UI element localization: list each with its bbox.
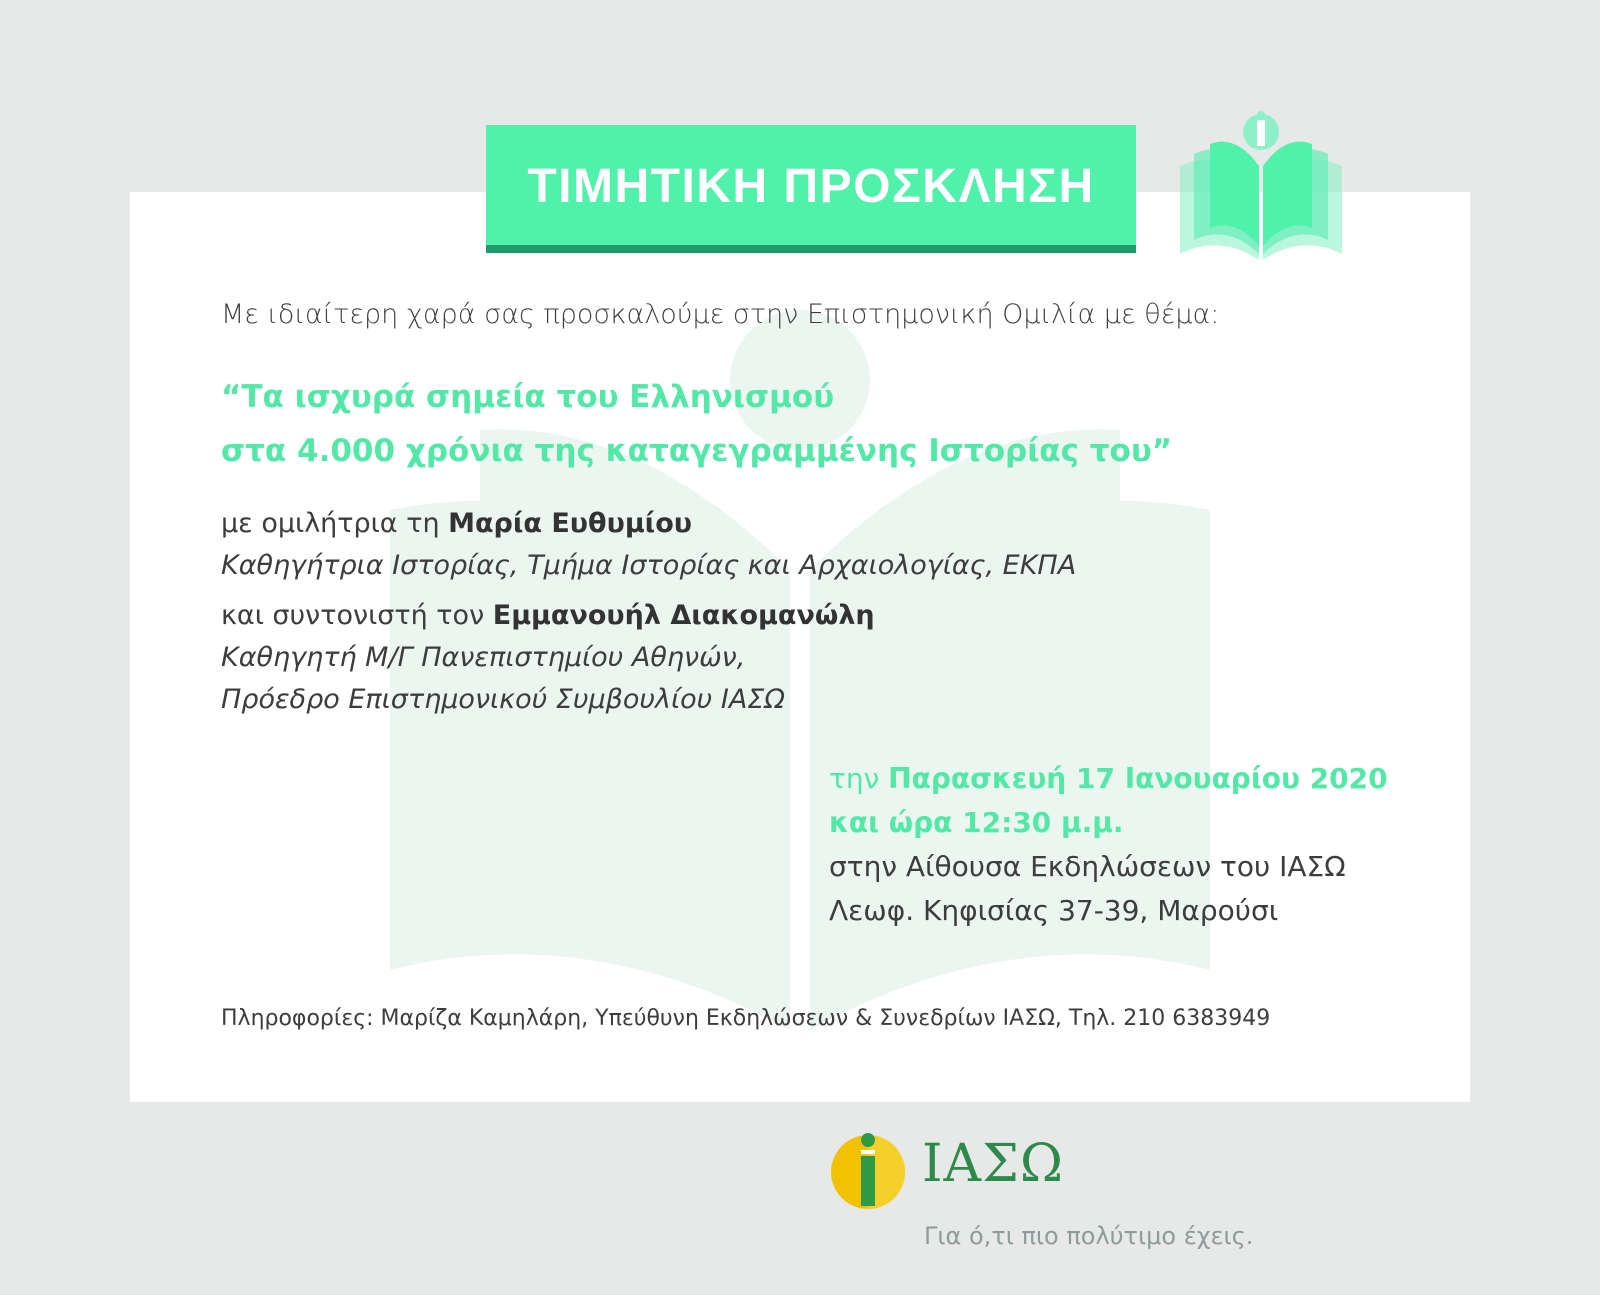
topic-line-1: “Τα ισχυρά σημεία του Ελληνισμού (221, 379, 835, 415)
speakers-section (221, 503, 1076, 721)
event-details (829, 757, 1388, 933)
event-time: και ώρα 12:30 μ.μ. (829, 806, 1124, 839)
topic-line-2: στα 4.000 χρόνια της καταγεγραμμένης Ιστορίας του” (221, 433, 1173, 469)
title-banner (486, 125, 1136, 253)
open-book-icon (1180, 108, 1342, 260)
event-date-prefix: την (829, 762, 889, 795)
moderator-role-1: Καθηγητή Μ/Γ Πανεπιστημίου Αθηνών, (221, 642, 746, 673)
event-venue: στην Αίθουσα Εκδηλώσεων του ΙΑΣΩ (829, 850, 1346, 883)
event-date: Παρασκευή 17 Ιανουαρίου 2020 (888, 762, 1388, 795)
speaker-prefix: με ομιλήτρια τη (221, 508, 449, 539)
iaso-logo-icon (828, 1126, 908, 1210)
lecture-topic (221, 370, 1172, 478)
intro-text: Με ιδιαίτερη χαρά σας προσκαλούμε στην Επιστημονική Ομιλία με θέμα: (221, 299, 1220, 330)
speaker-name: Μαρία Ευθυμίου (448, 508, 692, 539)
moderator-prefix: και συντονιστή τον (221, 600, 493, 631)
brand-slogan: Για ό,τι πιο πολύτιμο έχεις. (924, 1222, 1254, 1250)
contact-info: Πληροφορίες: Μαρίζα Καμηλάρη, Υπεύθυνη Εκδηλώσεων & Συνεδρίων ΙΑΣΩ, Τηλ. 210 6383949 (221, 1006, 1271, 1031)
event-date-line (829, 757, 1388, 801)
moderator-role-2: Πρόεδρο Επιστημονικού Συμβουλίου ΙΑΣΩ (221, 684, 785, 715)
invitation-title: ΤΙΜΗΤΙΚΗ ΠΡΟΣΚΛΗΣΗ (527, 159, 1095, 213)
event-address: Λεωφ. Κηφισίας 37-39, Μαρούσι (829, 894, 1279, 927)
speaker-role: Καθηγήτρια Ιστορίας, Τμήμα Ιστορίας και Αρχαιολογίας, ΕΚΠΑ (221, 550, 1077, 581)
brand-name: ΙΑΣΩ (922, 1134, 1064, 1194)
speaker-line (221, 503, 1076, 545)
moderator-name: Εμμανουήλ Διακομανώλη (492, 600, 875, 631)
moderator-line (221, 595, 1076, 637)
